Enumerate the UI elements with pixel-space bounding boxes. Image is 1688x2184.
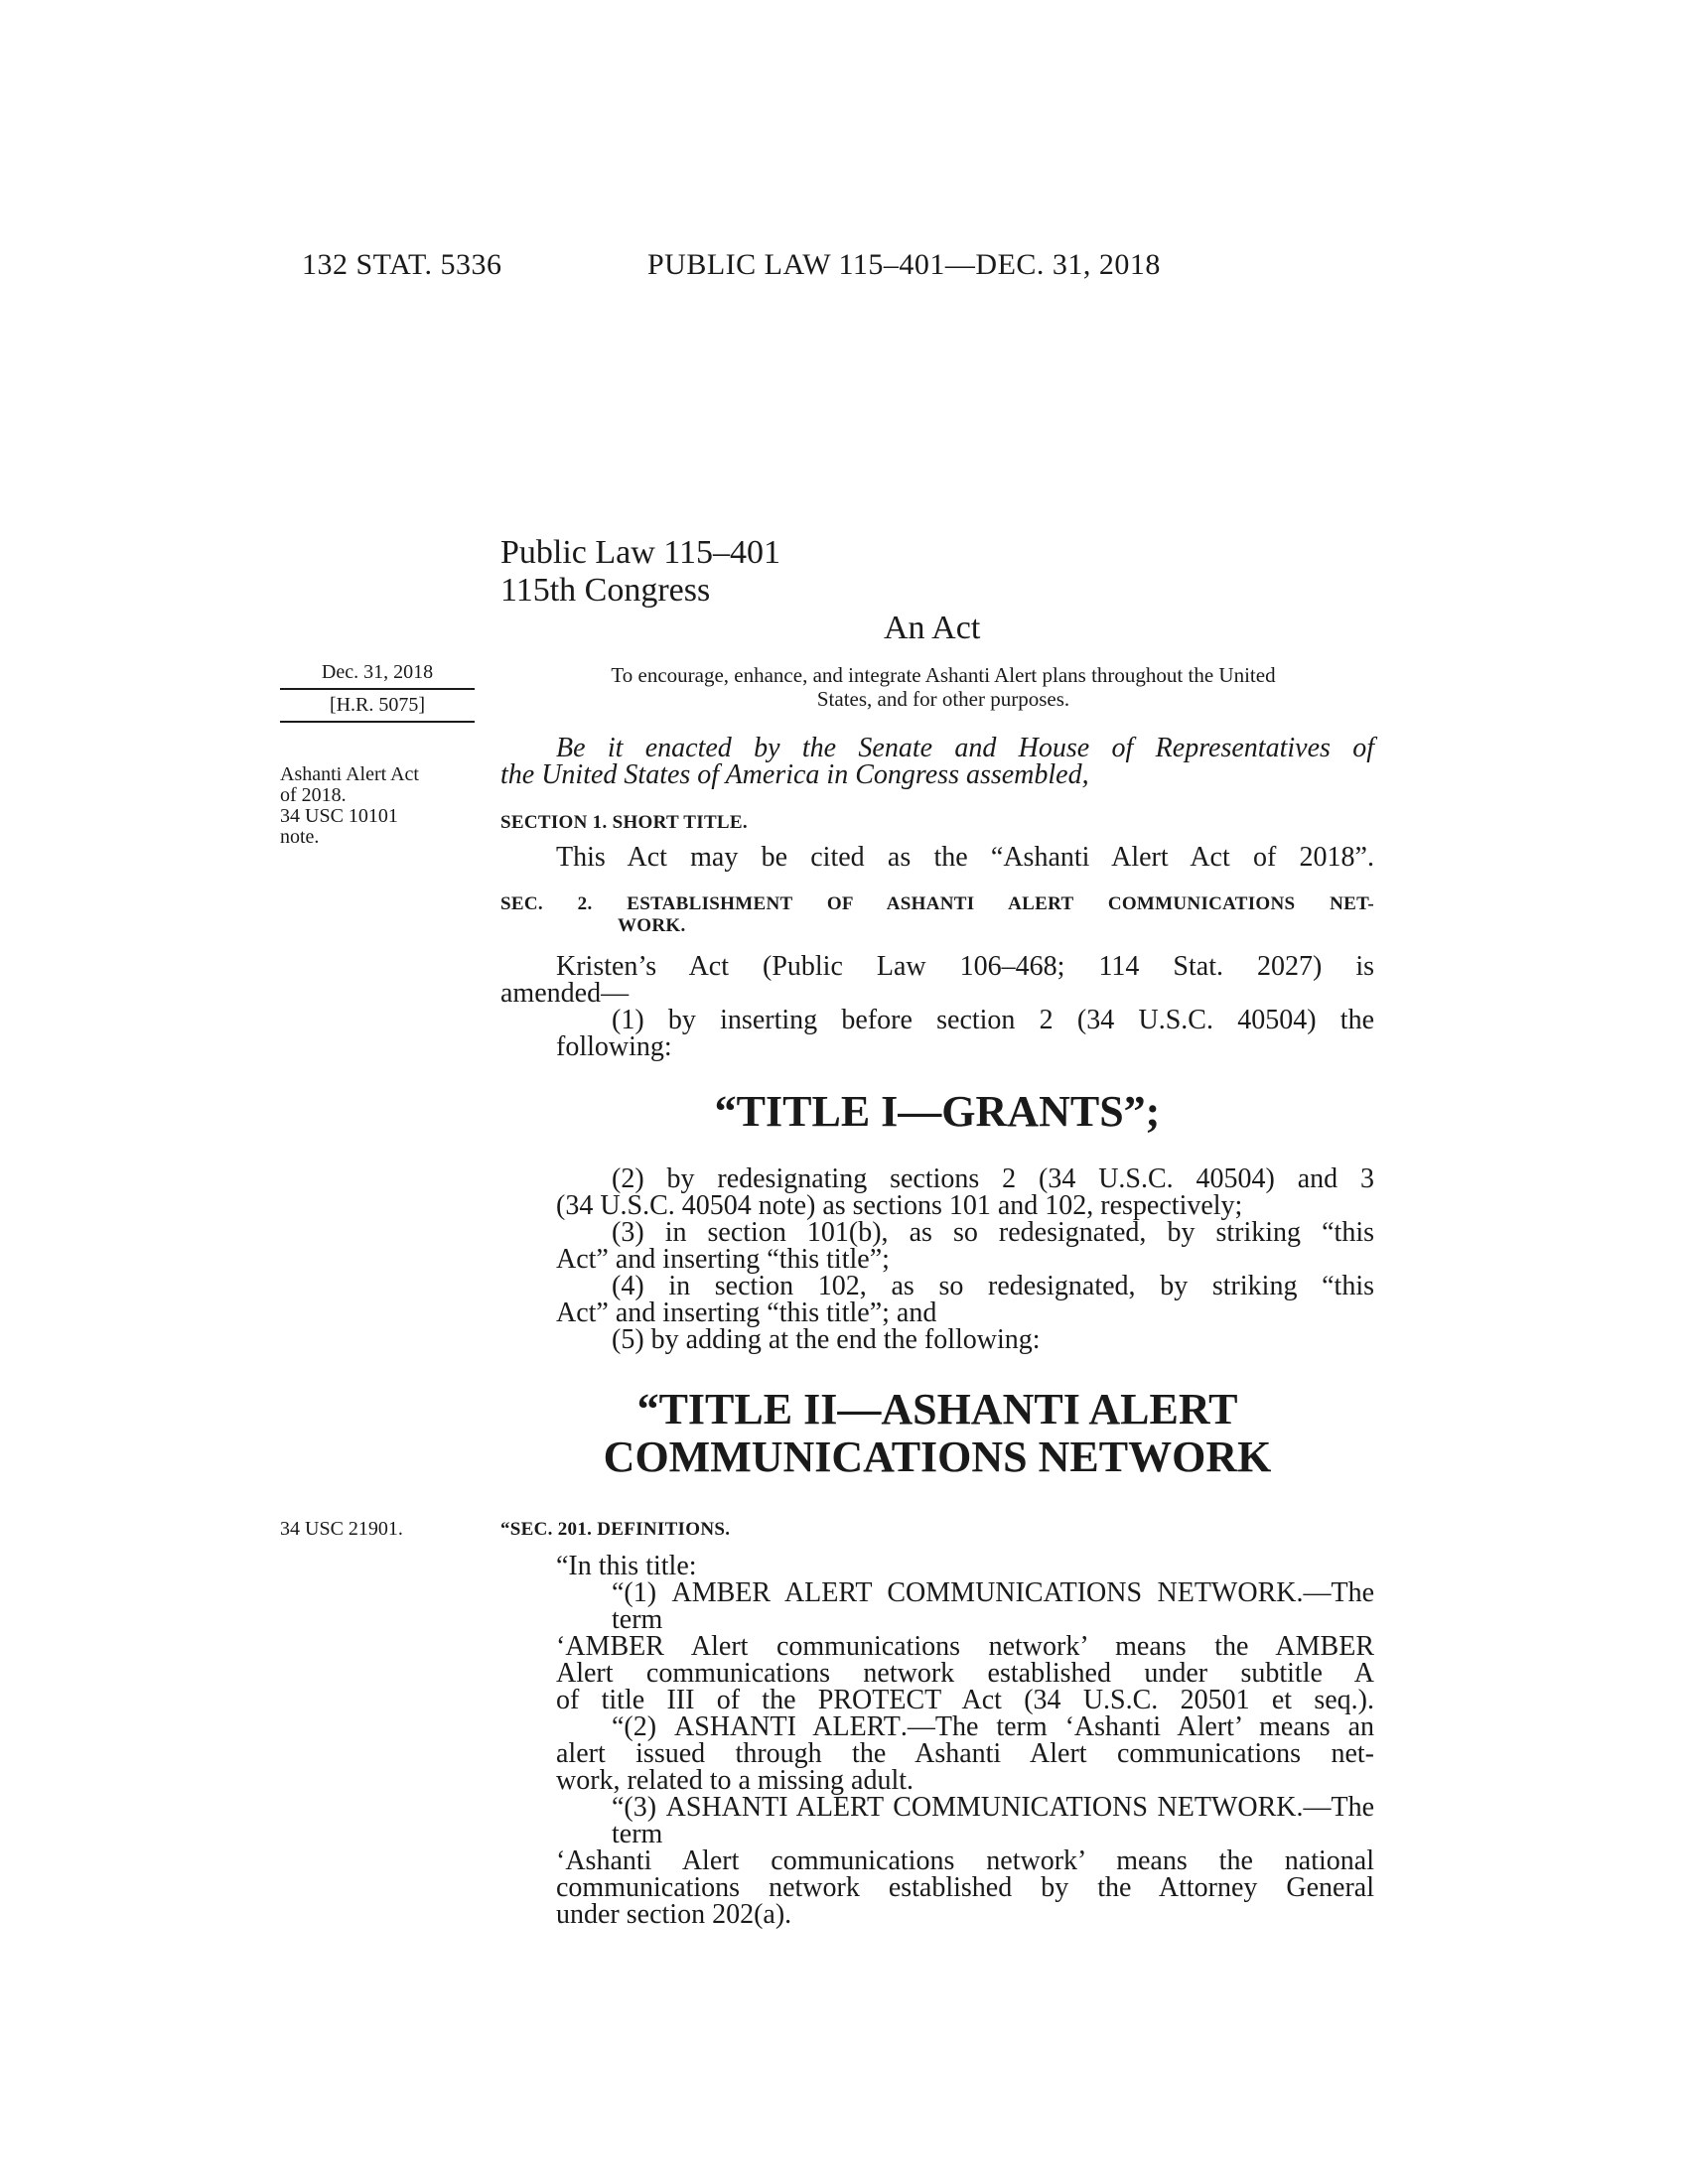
law-number: Public Law 115–401 <box>500 534 781 571</box>
item-line: (34 U.S.C. 40504 note) as sections 101 and 102, respectively; <box>556 1190 1243 1221</box>
item-line: (2) by redesignating sections 2 (34 U.S.C. 40504) and 3 <box>612 1163 1374 1194</box>
def-lead: “(3) <box>612 1792 666 1823</box>
item-line: (5) by adding at the end the following: <box>612 1324 1041 1355</box>
item-line: (4) in section 102, as so redesignated, by striking “this <box>612 1271 1374 1301</box>
intro-line: Kristen’s Act (Public Law 106–468; 114 Stat. 2027) is <box>556 951 1374 982</box>
margin-note-line: Ashanti Alert Act <box>280 763 419 785</box>
section-1-text: This Act may be cited as the “Ashanti Alert Act of 2018”. <box>556 842 1374 873</box>
inserted-title-2 <box>500 1386 1374 1481</box>
def-lead: “(2) <box>612 1711 675 1742</box>
purpose-line: States, and for other purposes. <box>816 687 1070 711</box>
definition-line: Alert communications network established under subtitle A <box>556 1658 1374 1689</box>
definition-1-line <box>556 1579 1374 1633</box>
def-rest: .—The term <box>612 1577 1374 1635</box>
def-lead: “(1) <box>612 1577 672 1608</box>
margin-note-line: note. <box>280 826 320 848</box>
def-term: ASHANTI ALERT <box>674 1711 901 1742</box>
section-1-heading: SECTION 1. SHORT TITLE. <box>500 812 748 833</box>
intro-line: amended— <box>500 978 630 1009</box>
section-201-body <box>556 1553 1374 1928</box>
definition-2-line <box>556 1713 1374 1740</box>
enacting-line: Be it enacted by the Senate and House of Representatives of <box>556 733 1374 763</box>
def-term: ASHANTI ALERT COMMUNICATIONS NETWORK <box>665 1792 1297 1823</box>
definition-line: of title III of the PROTECT Act (34 U.S.C. 20501 et seq.). <box>556 1685 1374 1715</box>
def-rest: .—The term <box>612 1792 1374 1849</box>
inserted-title-1: “TITLE I—GRANTS”; <box>714 1087 1161 1136</box>
title-2-line: COMMUNICATIONS NETWORK <box>603 1433 1272 1481</box>
definition-line: communications network established by the Attorney General <box>556 1872 1374 1903</box>
definition-3-line <box>556 1794 1374 1847</box>
amendment-item-1 <box>556 1007 1374 1060</box>
stat-page-number: 132 STAT. 5336 <box>302 248 502 281</box>
definitions-intro: “In this title: <box>556 1551 697 1581</box>
congress-number: 115th Congress <box>500 572 711 609</box>
definition-line: work, related to a missing adult. <box>556 1765 914 1796</box>
act-label: An Act <box>884 610 981 646</box>
act-purpose <box>516 663 1370 711</box>
section-2-heading-line: WORK. <box>618 915 686 936</box>
section-2-intro <box>500 953 1374 1007</box>
definition-line: under section 202(a). <box>556 1899 792 1930</box>
item-line: (1) by inserting before section 2 (34 U.S.C. 40504) the <box>612 1005 1374 1035</box>
def-rest: .—The term ‘Ashanti Alert’ means an <box>900 1711 1375 1742</box>
item-line: Act” and inserting “this title”; and <box>556 1297 937 1328</box>
section-201-heading: “SEC. 201. DEFINITIONS. <box>500 1519 731 1540</box>
item-line: (3) in section 101(b), as so redesignated, by striking “this <box>612 1217 1374 1248</box>
margin-sec201-note: 34 USC 21901. <box>280 1518 403 1540</box>
margin-date-block <box>280 661 475 723</box>
margin-bill-number: [H.R. 5075] <box>280 690 475 723</box>
section-2-heading <box>500 893 1374 937</box>
item-line: following: <box>556 1031 672 1062</box>
definition-line: ‘AMBER Alert communications network’ means the AMBER <box>556 1631 1374 1662</box>
margin-note-line: of 2018. <box>280 784 347 806</box>
title-2-line: “TITLE II—ASHANTI ALERT <box>636 1385 1238 1433</box>
definition-line: ‘Ashanti Alert communications network’ means the national <box>556 1845 1374 1876</box>
running-title: PUBLIC LAW 115–401—DEC. 31, 2018 <box>647 248 1161 281</box>
enacting-clause <box>500 735 1374 788</box>
enacting-line: the United States of America in Congress assembled, <box>500 759 1089 790</box>
purpose-line: To encourage, enhance, and integrate Ashanti Alert plans throughout the United <box>611 663 1276 687</box>
item-line: Act” and inserting “this title”; <box>556 1244 890 1275</box>
margin-date: Dec. 31, 2018 <box>280 661 475 690</box>
section-2-heading-line: SEC. 2. ESTABLISHMENT OF ASHANTI ALERT COMMUNICATIONS NET- <box>500 893 1374 914</box>
definition-line: alert issued through the Ashanti Alert communications net- <box>556 1738 1374 1769</box>
amendment-items-2-5 <box>556 1165 1374 1353</box>
margin-short-title-note <box>280 764 419 848</box>
def-term: AMBER ALERT COMMUNICATIONS NETWORK <box>671 1577 1297 1608</box>
margin-note-line: 34 USC 10101 <box>280 805 398 827</box>
